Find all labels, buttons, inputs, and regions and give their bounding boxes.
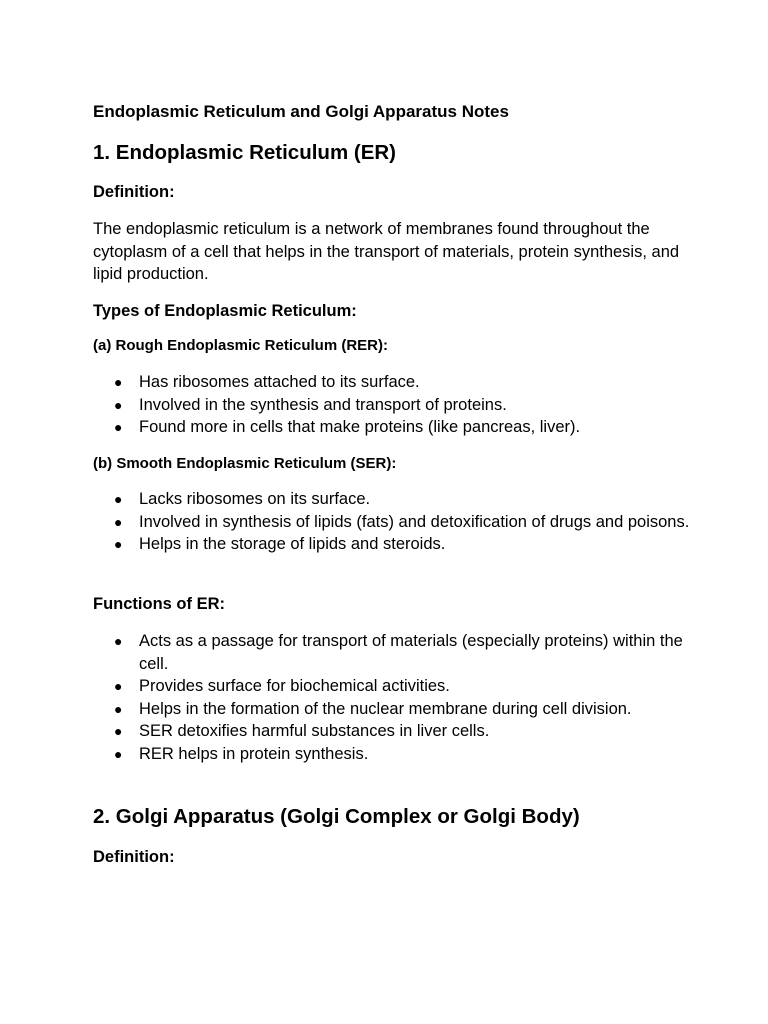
- list-item: ● Lacks ribosomes on its surface.: [93, 488, 693, 511]
- rer-heading: (a) Rough Endoplasmic Reticulum (RER):: [93, 337, 389, 354]
- list-item: ● Involved in the synthesis and transport of proteins.: [93, 394, 693, 417]
- bullet-icon: ●: [114, 491, 123, 507]
- golgi-section-heading: 2. Golgi Apparatus (Golgi Complex or Golgi Body): [93, 805, 580, 828]
- list-item: ● Helps in the storage of lipids and steroids.: [93, 533, 693, 556]
- ser-list: [93, 488, 693, 556]
- list-item: ● RER helps in protein synthesis.: [93, 743, 693, 766]
- list-item: ● SER detoxifies harmful substances in liver cells.: [93, 720, 693, 743]
- er-functions-list: [93, 630, 693, 765]
- bullet-icon: ●: [114, 536, 123, 552]
- golgi-definition-label: Definition:: [93, 848, 175, 866]
- bullet-icon: ●: [114, 678, 123, 694]
- document-title: Endoplasmic Reticulum and Golgi Apparatus Notes: [93, 102, 509, 121]
- bullet-icon: ●: [114, 745, 123, 762]
- rer-list: [93, 371, 693, 439]
- er-definition-text: The endoplasmic reticulum is a network of membranes found throughout the cytoplasm of a cell that helps in the transport of materials, protein synthesis, and lipid production.: [93, 220, 680, 283]
- er-functions-label: Functions of ER:: [93, 595, 225, 613]
- bullet-icon: ●: [114, 513, 123, 530]
- list-item: ● Acts as a passage for transport of materials (especially proteins) within the cell.: [114, 632, 683, 673]
- er-types-label: Types of Endoplasmic Reticulum:: [93, 302, 357, 320]
- er-section-heading: 1. Endoplasmic Reticulum (ER): [93, 141, 396, 164]
- bullet-icon: ●: [114, 419, 123, 435]
- list-item: ● Has ribosomes attached to its surface.: [93, 371, 693, 394]
- list-item: ● Found more in cells that make proteins (like pancreas, liver).: [93, 416, 693, 439]
- er-definition-label: Definition:: [93, 183, 175, 201]
- list-item: ● Helps in the formation of the nuclear membrane during cell division.: [93, 698, 693, 721]
- list-item: ● Involved in synthesis of lipids (fats) and detoxification of drugs and poisons.: [93, 511, 693, 534]
- bullet-icon: ●: [114, 374, 123, 390]
- bullet-icon: ●: [114, 723, 123, 739]
- bullet-icon: ●: [114, 633, 123, 649]
- bullet-icon: ●: [114, 700, 123, 717]
- bullet-icon: ●: [114, 396, 123, 413]
- ser-heading: (b) Smooth Endoplasmic Reticulum (SER):: [93, 455, 397, 472]
- list-item: ● Provides surface for biochemical activities.: [93, 675, 693, 698]
